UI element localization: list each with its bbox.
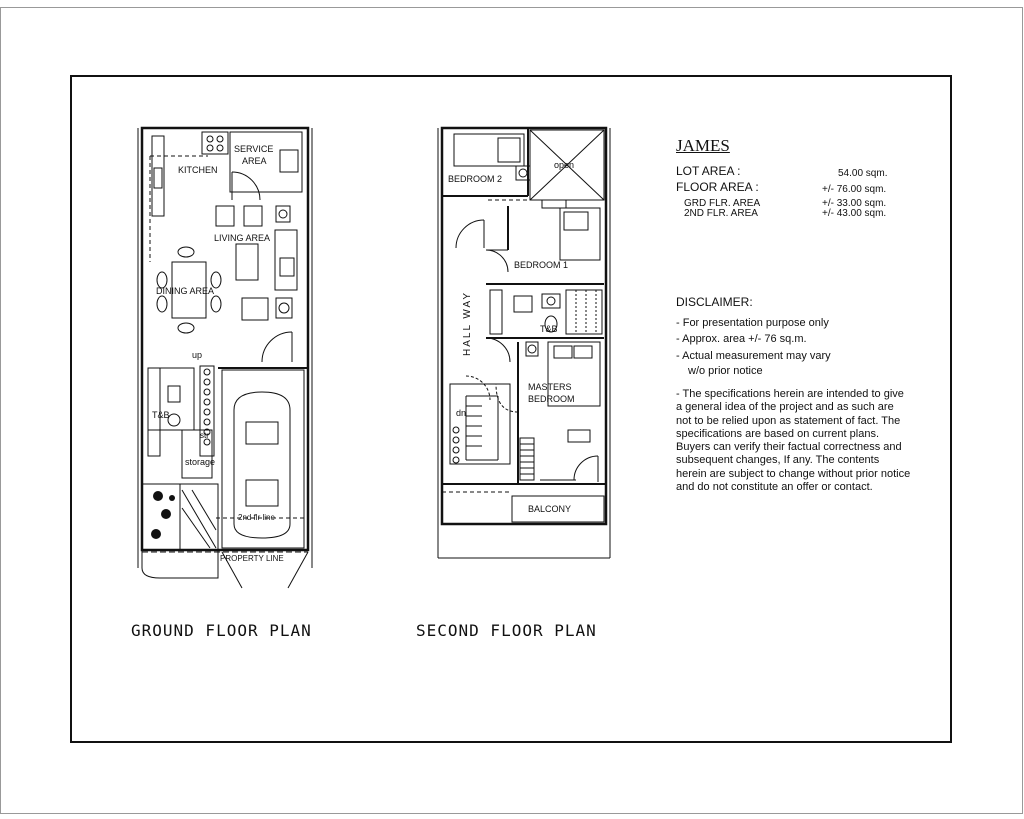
label-up: up [192, 350, 203, 360]
second-flr-area-value: +/- 43.00 sqm. [822, 208, 887, 219]
disclaimer-heading: DISCLAIMER: [676, 295, 753, 309]
lot-area-value: 54.00 sqm. [838, 168, 888, 179]
disclaimer-item-3: - Actual measurement may vary [676, 350, 831, 362]
disclaimer-item-3-sub: w/o prior notice [688, 365, 763, 377]
label-living-area: LIVING AREA [214, 233, 271, 243]
second-flr-area-label: 2ND FLR. AREA [684, 208, 758, 219]
label-bedroom-2: BEDROOM 2 [448, 174, 503, 184]
label-tb-2f: T&B [540, 324, 558, 334]
label-balcony: BALCONY [528, 504, 572, 514]
second-floor-plan [436, 120, 612, 560]
label-storage: storage [185, 457, 216, 467]
label-dining-area: DINING AREA [156, 286, 215, 296]
lot-area-label: LOT AREA : [676, 164, 741, 178]
label-2nd-flr-line: 2nd flr line [238, 513, 275, 522]
label-kitchen: KITCHEN [178, 165, 218, 175]
grd-flr-area-value: +/- 33.00 sqm. [822, 198, 887, 209]
label-masters-bedroom: BEDROOM [528, 394, 575, 404]
label-open: open [554, 160, 575, 170]
label-bedroom-1: BEDROOM 1 [514, 260, 569, 270]
label-masters: MASTERS [528, 382, 572, 392]
ground-floor-plan [130, 120, 330, 590]
disclaimer-item-1: - For presentation purpose only [676, 317, 829, 329]
label-service: SERVICE [234, 144, 274, 154]
floor-area-label: FLOOR AREA : [676, 180, 759, 194]
second-floor-caption: SECOND FLOOR PLAN [416, 621, 597, 640]
label-tb: T&B [152, 410, 170, 420]
label-hall-way: HALL WAY [462, 290, 473, 356]
label-str: str [200, 431, 209, 440]
ground-floor-caption: GROUND FLOOR PLAN [131, 621, 312, 640]
label-property-line: PROPERTY LINE [220, 554, 284, 563]
disclaimer-item-2: - Approx. area +/- 76 sq.m. [676, 333, 807, 345]
label-service-area: AREA [242, 156, 267, 166]
label-dn: dn [456, 408, 467, 418]
floor-area-value: +/- 76.00 sqm. [822, 184, 887, 195]
grd-flr-area-label: GRD FLR. AREA [684, 198, 761, 209]
project-title: JAMES [676, 136, 730, 155]
disclaimer-specifications: - The specifications herein are intended to give a general idea of the project and as such are not to be relied upon as statement of fact. The specifications are based on current plans. Buyers can verify their factual correctness and subsequent changes, If any. The contents herein are subject to change without prior notice and do not constitute an offer or contact. [676, 388, 911, 494]
